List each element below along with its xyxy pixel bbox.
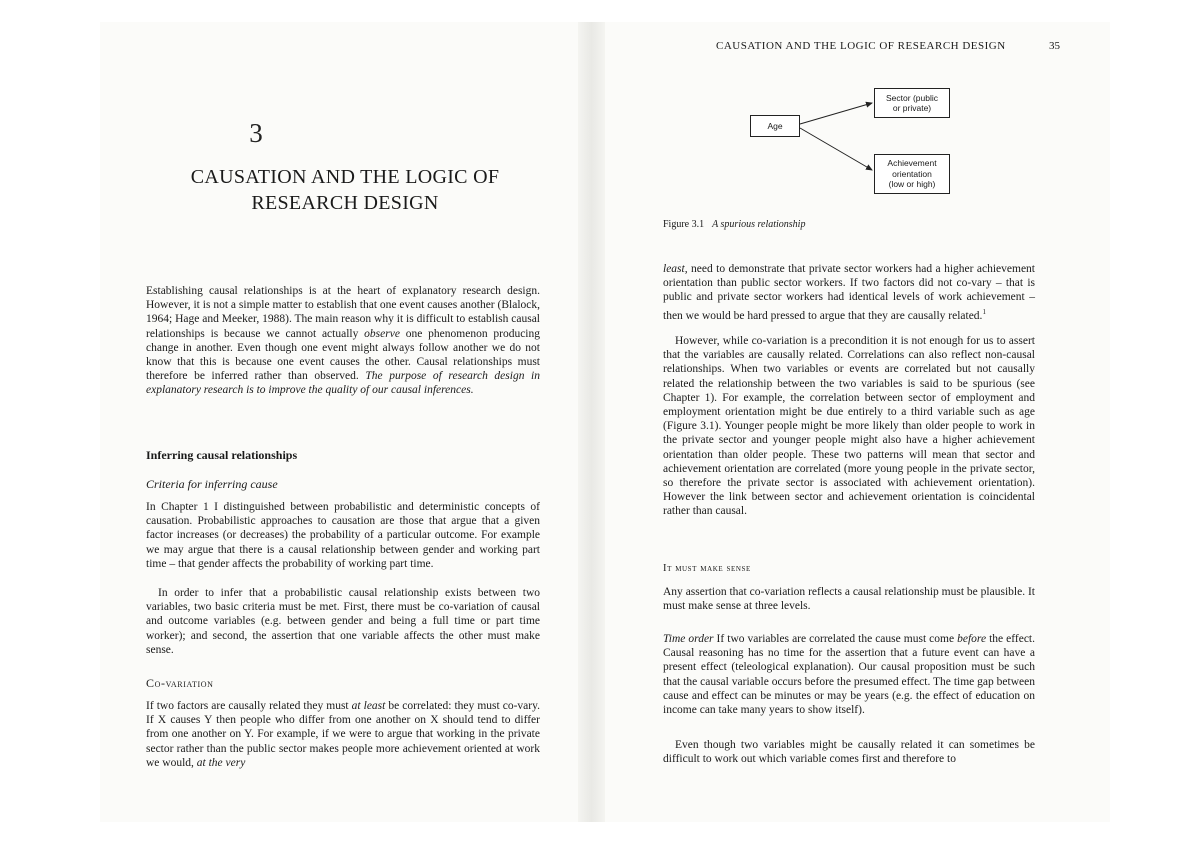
time-order-before: before: [957, 633, 987, 645]
achievement-box: [874, 154, 950, 194]
age-label: Age: [767, 120, 783, 131]
page-number: 35: [1049, 40, 1060, 52]
covariation-text-2: be correlated: they must co-vary. If X causes Y then people who differ from one another on X should tend to differ from one another on Y. For example, if we were to argue that working in the private sector rather than the public sector makes people more achievement oriented at work we would,: [146, 700, 540, 769]
intro-paragraph: [146, 284, 540, 398]
chapter-title: [160, 164, 530, 216]
sector-label-line-1: Sector (public: [886, 92, 938, 103]
right-paragraph-3: Any assertion that co-variation reflects a causal relationship must be plausible. It must make sense at three levels.: [663, 586, 1035, 613]
section-heading: Inferring causal relationships: [146, 448, 298, 462]
time-order-paragraph: [663, 632, 1035, 717]
covariation-at-the-very: at the very: [196, 756, 246, 769]
intro-text-1: Establishing causal relationships is at the heart of explanatory research design. However, it is not a simple matter to establish that one event causes another (Blalock, 1964; Hage and Meeker, 1988). The main reason why it is difficult to establish causal relationships is because we cannot actually: [146, 285, 540, 340]
age-box: [750, 115, 800, 137]
achievement-label-line-2: orientation: [892, 168, 932, 179]
criteria-paragraph-2: In order to infer that a probabilistic causal relationship exists between two variables, two basic criteria must be met. First, there must be co-variation of causal and outcome variables (e.g. between gender and being a full time or part time worker); and second, the assertion that one variable affects the other must make sense.: [146, 587, 540, 656]
running-head: CAUSATION AND THE LOGIC OF RESEARCH DESIGN: [716, 40, 1006, 52]
sector-box: [874, 88, 950, 118]
footnote-marker: 1: [982, 307, 986, 316]
right-paragraph-4: Even though two variables might be causally related it can sometimes be difficult to work out which variable comes first and therefore to: [663, 739, 1035, 766]
time-order-text-2: the effect. Causal reasoning has no time for the assertion that a future event can have a present effect (teleological explanation). Our causal proposition must be such that the causal variable occurs before the presumed effect. The time gap between cause and effect can be minutes or may be years (e.g. the effect of education on income can take many years to show itself).: [663, 633, 1036, 717]
chapter-number: 3: [249, 118, 263, 148]
figure-caption-label: Figure 3.1: [663, 219, 705, 230]
subheading: Criteria for inferring cause: [146, 477, 278, 491]
time-order-label: Time order: [663, 633, 714, 645]
achievement-label-line-3: (low or high): [888, 179, 936, 190]
intro-text-2: one phenomenon producing change in another. Even though one event might always follow another we do not know that this is because one event causes the other. Causal relationships must therefore be inferred rather than observed.: [146, 327, 541, 383]
time-order-text-1: If two variables are correlated the cause must come: [713, 633, 958, 645]
right-paragraph-2: However, while co-variation is a precondition it is not enough for us to assert that the variables are causally related. Correlations can also reflect non-causal relationships. When two variables or events are correlated but not causally related the relationship between the two variables is said to be spurious (see Chapter 1). For example, the correlation between sector of employment and employment orientation might be due entirely to a third variable such as age (Figure 3.1). Younger people might be more likely than older people to work in the private sector and younger people might also have a higher achievement orientation than older people. These two patterns will mean that sector and achievement orientation are correlated (more young people in the private sector, so therefore the private sector is associated with achievement orientation). However the link between sector and achievement orientation is coincidental rather than causal.: [663, 335, 1035, 518]
right-paragraph-1: [663, 262, 1035, 323]
covariation-paragraph: [146, 699, 540, 770]
make-sense-heading: It must make sense: [663, 563, 751, 574]
covariation-text-1: If two factors are causally related they must: [146, 700, 352, 712]
book-gutter: [578, 22, 605, 822]
criteria-paragraph-1: In Chapter 1 I distinguished between probabilistic and deterministic concepts of causation. Probabilistic approaches to causation are those that argue that a given factor increases (or decreases) the probability of a particular outcome. For example we may argue that there is a causal relationship between gender and working part time – that gender affects the probability of working part time.: [146, 501, 540, 570]
covariation-at-least: at least: [351, 700, 386, 712]
right-least: least,: [663, 263, 688, 275]
figure-caption: [663, 219, 805, 230]
sector-label-line-2: or private): [892, 103, 932, 113]
achievement-label-line-1: Achievement: [887, 158, 937, 169]
right-paragraph-1-text: need to demonstrate that private sector workers had a higher achievement orientation than public sector workers. If two factors did not co-vary – that is public and private sector workers had identical levels of work achievement – then we would be hard pressed to argue that they are causally related.: [663, 263, 1035, 322]
chapter-title-line-2: RESEARCH DESIGN: [251, 192, 439, 214]
covariation-heading: Co-variation: [146, 676, 214, 690]
chapter-title-line-1: CAUSATION AND THE LOGIC OF: [190, 166, 500, 188]
intro-observe: observe: [364, 327, 400, 340]
intro-italic-end: The purpose of research design in explanatory research is to improve the quality of our causal inferences.: [146, 370, 540, 397]
figure-caption-text: A spurious relationship: [712, 219, 806, 230]
